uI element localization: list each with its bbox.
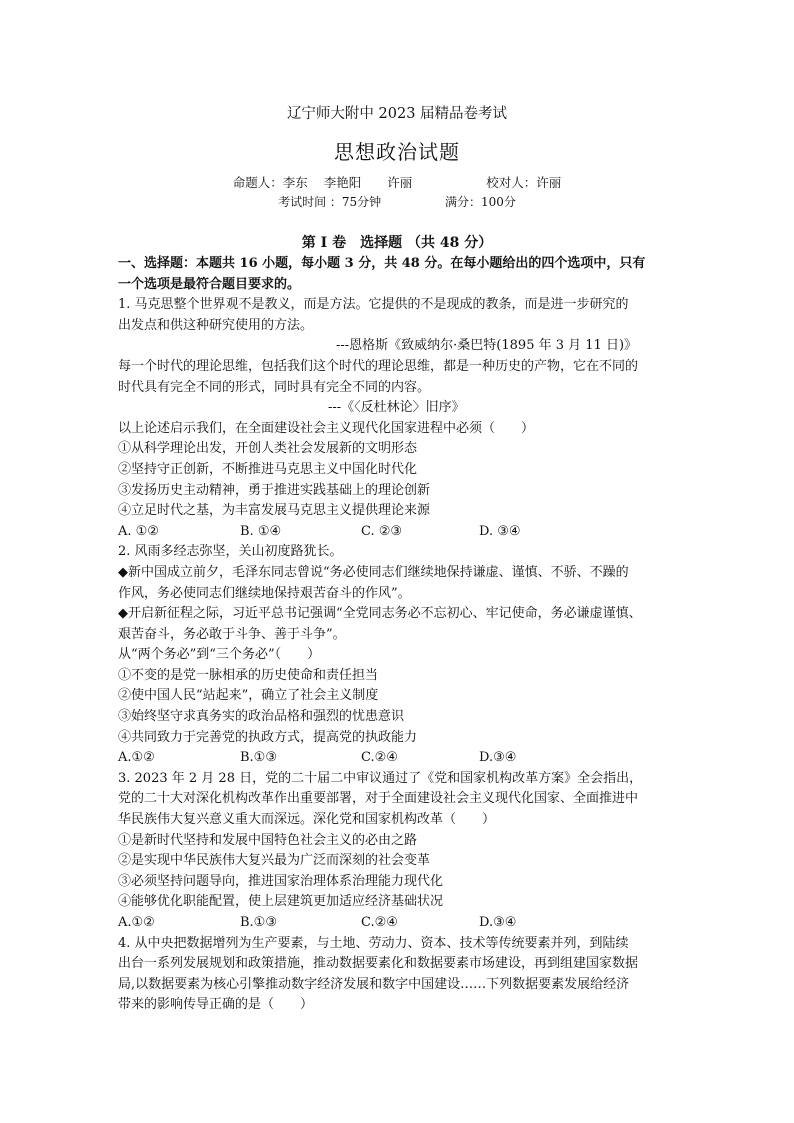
q1-citation-1: ---恩格斯《致威纳尔·桑巴特(1895 年 3 月 11 日)》 (336, 338, 638, 354)
setter-3: 许丽 (387, 175, 413, 190)
subject-title: 思想政治试题 (334, 140, 460, 164)
exam-info-line (0, 193, 794, 210)
q1-option-d[interactable]: D. ③④ (479, 523, 521, 539)
q4-line-1: 4. 从中央把数据增列为生产要素，与土地、劳动力、资本、技术等传统要素并列，到陆续 (118, 935, 629, 951)
q1-options (118, 522, 678, 543)
section-title: 第 I 卷 选择题 （共 48 分） (301, 235, 493, 251)
q3-statement-1: ①是新时代坚持和发展中国特色社会主义的必由之路 (118, 832, 418, 848)
questions-body (118, 254, 678, 1016)
checker-label: 校对人：许丽 (486, 175, 562, 190)
q3-line-3: 华民族伟大复兴意义重大而深远。深化党和国家机构改革（ ） (118, 812, 496, 828)
q2-option-a[interactable]: A.①② (118, 750, 155, 766)
q4-line-4: 带来的影响传导正确的是（ ） (118, 997, 314, 1013)
q3-statement-3: ③必须坚持问题导向，推进国家治理体系治理能力现代化 (118, 873, 444, 889)
setter-2: 李艳阳 (323, 175, 362, 190)
full-score: 满分：100分 (445, 195, 516, 209)
q2-line-2: ◆新中国成立前夕，毛泽东同志曾说“务必使同志们继续地保持谦虚、谨慎、不骄、不躁的 (118, 564, 629, 580)
q2-line-3: 作风，务必使同志们继续地保持艰苦奋斗的作风”。 (118, 585, 411, 601)
setters-label: 命题人：李东 (232, 175, 308, 190)
q4-line-2: 出台一系列发展规划和政策措施，推动数据要素化和数据要素市场建设，再到组建国家数据 (118, 956, 639, 972)
q1-stem: 以上论述启示我们，在全面建设社会主义现代化国家进程中必须（ ） (118, 420, 535, 436)
q2-statement-4: ④共同致力于完善党的执政方式，提高党的执政能力 (118, 729, 418, 745)
exam-time: 考试时间 ：75分钟 (278, 195, 382, 209)
q2-statement-1: ①不变的是党一脉相承的历史使命和责任担当 (118, 667, 379, 683)
q2-line-5: 艰苦奋斗，务必敢于斗争、善于斗争”。 (118, 626, 346, 642)
q3-statement-2: ②是实现中华民族伟大复兴最为广泛而深刻的社会变革 (118, 853, 431, 869)
q1-line-3: 每一个时代的理论思维，包括我们这个时代的理论思维，都是一种历史的产物，它在不同的 (118, 358, 639, 374)
q3-statement-4: ④能够优化职能配置，使上层建筑更加适应经济基础状况 (118, 894, 444, 910)
q3-option-b[interactable]: B.①③ (240, 915, 277, 930)
q1-option-c[interactable]: C. ②③ (361, 523, 403, 539)
q1-line-1: 1. 马克思整个世界观不是教义，而是方法。它提供的不是现成的教条，而是进一步研究的 (118, 297, 629, 313)
q3-option-d[interactable]: D.③④ (479, 915, 517, 930)
q1-statement-2: ②坚持守正创新，不断推进马克思主义中国化时代化 (118, 461, 418, 477)
q2-option-c[interactable]: C.②④ (361, 750, 398, 766)
q2-line-4: ◆开启新征程之际，习近平总书记强调“全党同志务必不忘初心、牢记使命，务必谦虚谨慎、 (118, 606, 642, 622)
section-instruction-1: 一、选择题：本题共 16 小题，每小题 3 分，共 48 分。在每小题给出的四个选项中，只有 (118, 256, 646, 271)
q2-option-d[interactable]: D.③④ (479, 750, 517, 766)
q3-options (118, 913, 678, 934)
q2-option-b[interactable]: B.①③ (240, 750, 277, 766)
q1-citation-2: ---《〈反杜林论〉旧序》 (328, 400, 465, 416)
q1-line-4: 时代具有完全不同的形式，同时具有完全不同的内容。 (118, 379, 431, 395)
q4-line-3: 局,以数据要素为核心引擎推动数字经济发展和数字中国建设……下列数据要素发展给经济 (118, 976, 630, 992)
q3-option-a[interactable]: A.①② (118, 915, 155, 930)
q2-options (118, 748, 678, 769)
authors-line (0, 173, 794, 191)
q3-line-2: 党的二十大对深化机构改革作出重要部署，对于全面建设社会主义现代化国家、全面推进中 (118, 791, 639, 807)
q1-statement-4: ④立足时代之基，为丰富发展马克思主义提供理论来源 (118, 503, 431, 519)
q1-statement-1: ①从科学理论出发，开创人类社会发展新的文明形态 (118, 441, 418, 457)
q1-statement-3: ③发扬历史主动精神，勇于推进实践基础上的理论创新 (118, 482, 431, 498)
q2-statement-3: ③始终坚守求真务实的政治品格和强烈的忧患意识 (118, 709, 405, 725)
q2-line-1: 2. 风雨多经志弥坚，关山初度路犹长。 (118, 544, 343, 560)
q2-stem: 从“两个务必”到“三个务必”（ ） (118, 647, 321, 663)
q3-line-1: 3. 2023 年 2 月 28 日，党的二十届二中审议通过了《党和国家机构改革方案》全会指出， (118, 770, 643, 786)
q3-option-c[interactable]: C.②④ (361, 915, 398, 930)
q1-line-2: 出发点和供这种研究使用的方法。 (118, 317, 314, 333)
section-instruction-2: 一个选项是最符合题目要求的。 (118, 276, 301, 292)
q1-option-b[interactable]: B. ①④ (240, 523, 282, 539)
q1-option-a[interactable]: A. ①② (118, 523, 159, 539)
school-exam-title: 辽宁师大附中 2023 届精品卷考试 (286, 106, 508, 122)
q2-statement-2: ②使中国人民“站起来”，确立了社会主义制度 (118, 688, 379, 704)
